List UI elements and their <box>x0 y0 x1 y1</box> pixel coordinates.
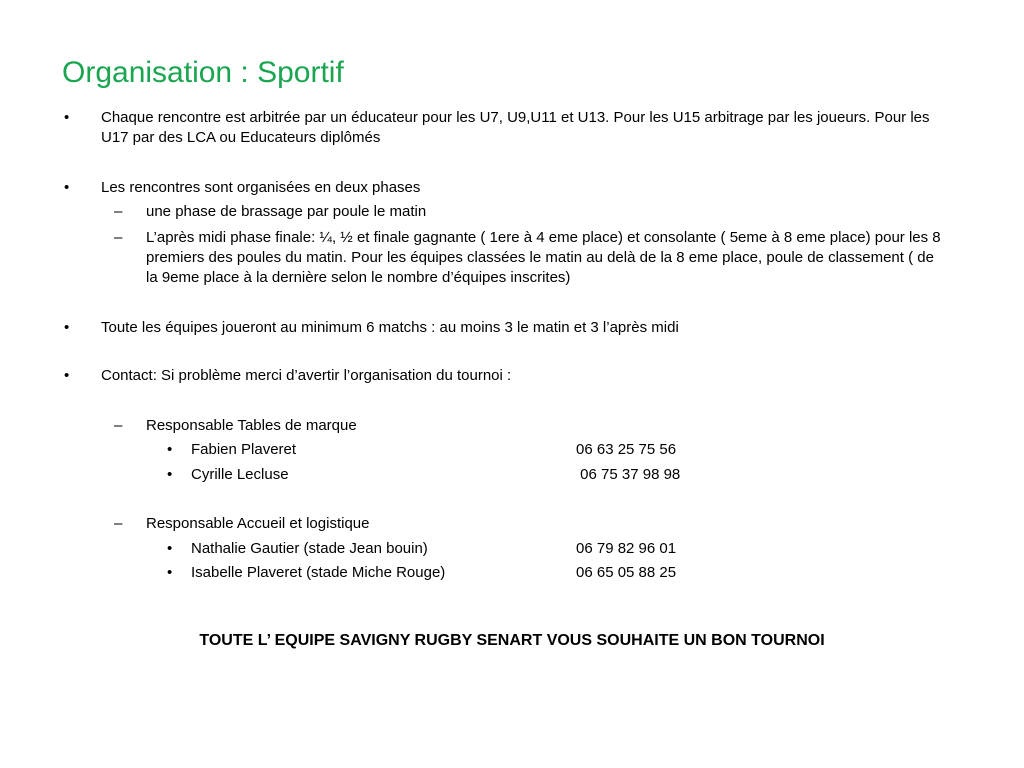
contact-role: Responsable Accueil et logistique <box>146 515 370 532</box>
bullet-marker: • <box>64 109 70 126</box>
contact-name: Isabelle Plaveret (stade Miche Rouge) <box>191 564 446 581</box>
bullet-marker: • <box>167 441 173 458</box>
page-title: Organisation : Sportif <box>62 56 344 89</box>
closing-message: TOUTE L’ EQUIPE SAVIGNY RUGBY SENART VOUS SOUHAITE UN BON TOURNOI <box>199 632 825 649</box>
list-item: Contact: Si problème merci d’avertir l’organisation du tournoi : <box>101 367 512 384</box>
dash-marker: – <box>114 229 123 246</box>
contact-name: Fabien Plaveret <box>191 441 297 458</box>
bullet-marker: • <box>64 179 70 196</box>
dash-marker: – <box>114 417 123 434</box>
contact-phone: 06 65 05 88 25 <box>576 564 677 581</box>
contact-name: Nathalie Gautier (stade Jean bouin) <box>191 540 428 557</box>
dash-marker: – <box>114 203 123 220</box>
dash-marker: – <box>114 515 123 532</box>
bullet-marker: • <box>167 564 173 581</box>
contact-phone: 06 79 82 96 01 <box>576 540 677 557</box>
list-item: Toute les équipes joueront au minimum 6 matchs : au moins 3 le matin et 3 l’après midi <box>101 319 679 336</box>
contact-phone: 06 63 25 75 56 <box>576 441 677 458</box>
bullet-marker: • <box>64 319 70 336</box>
contact-name: Cyrille Lecluse <box>191 466 289 483</box>
list-item: Chaque rencontre est arbitrée par un éducateur pour les U7, U9,U11 et U13. Pour les U15 arbitrage par les joueurs. Pour les U17 par des LCA ou Educateurs diplômés <box>101 109 930 146</box>
bullet-marker: • <box>167 466 173 483</box>
bullet-marker: • <box>167 540 173 557</box>
sub-list-item: une phase de brassage par poule le matin <box>146 203 427 220</box>
bullet-marker: • <box>64 367 70 384</box>
contact-role: Responsable Tables de marque <box>146 417 357 434</box>
list-item: Les rencontres sont organisées en deux phases <box>101 179 421 196</box>
contact-phone: 06 75 37 98 98 <box>576 466 681 483</box>
sub-list-item: L’après midi phase finale: ¼, ½ et finale gagnante ( 1ere à 4 eme place) et consolante ( 5eme à 8 eme place) pour les 8 premiers des poules du matin. Pour les équipes classées le matin au delà de la 8 eme place, poule de classement ( de la 9eme place à la dernière selon le nombre d’équipes inscrites) <box>146 229 941 286</box>
